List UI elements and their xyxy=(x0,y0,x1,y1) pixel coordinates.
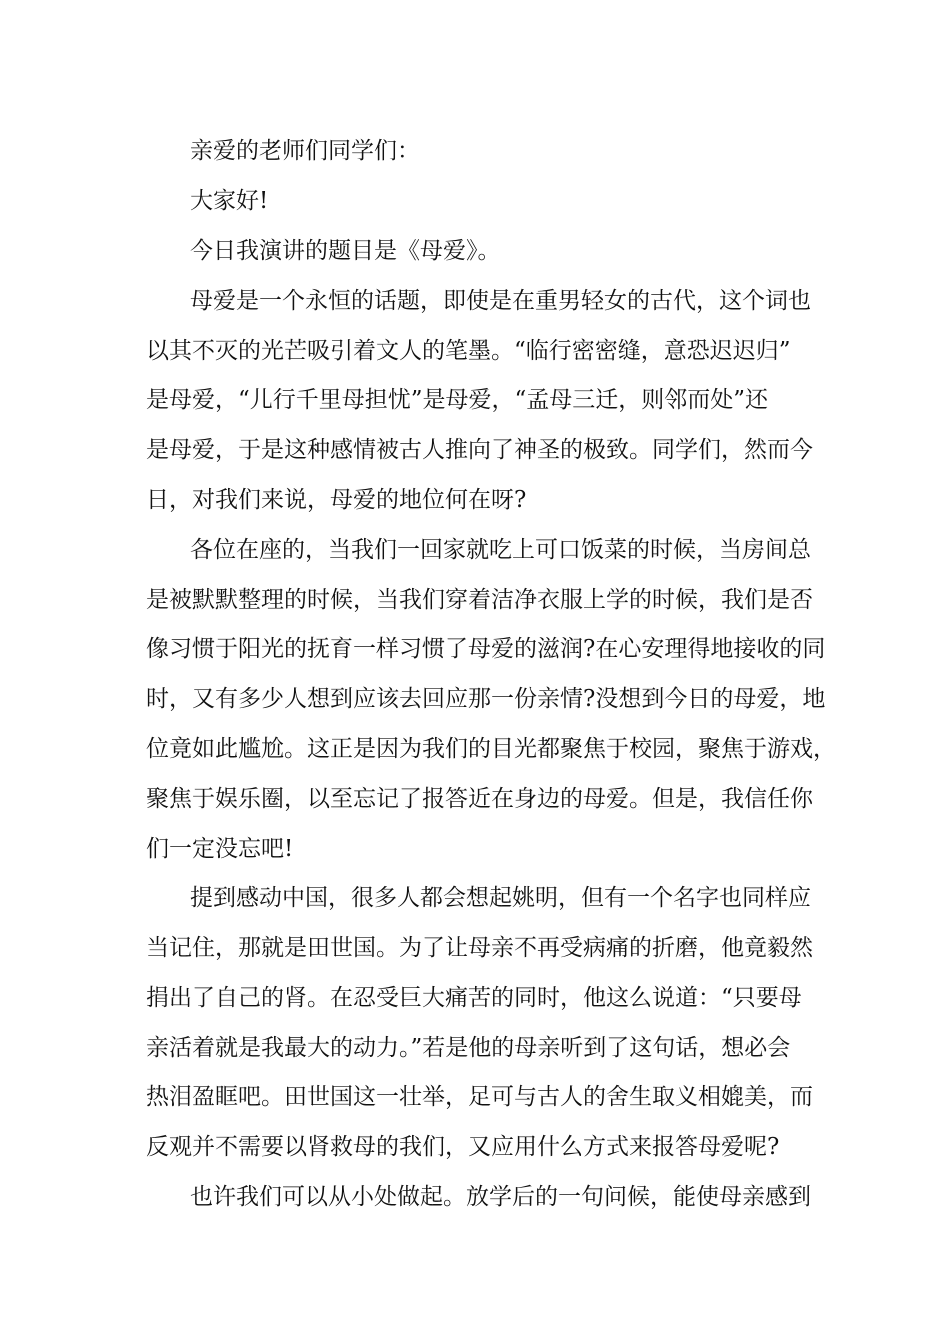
paragraph-2-line: 像习惯于阳光的抚育一样习惯了母爱的滋润?在心安理得地接收的同 xyxy=(146,636,826,662)
paragraph-2-line: 各位在座的，当我们一回家就吃上可口饭菜的时候，当房间总 xyxy=(190,537,811,563)
paragraph-3-line: 亲活着就是我最大的动力。”若是他的母亲听到了这句话，想必会 xyxy=(146,1035,791,1061)
salutation: 亲爱的老师们同学们： xyxy=(190,138,420,164)
paragraph-1-line: 母爱是一个永恒的话题，即使是在重男轻女的古代，这个词也 xyxy=(190,288,811,314)
paragraph-3-line: 反观并不需要以肾救母的我们，又应用什么方式来报答母爱呢? xyxy=(146,1134,780,1160)
paragraph-3-line: 捐出了自己的肾。在忍受巨大痛苦的同时，他这么说道：“只要母 xyxy=(146,985,802,1011)
paragraph-1-line: 是母爱，“儿行千里母担忧”是母爱，“孟母三迁，则邻而处”还 xyxy=(146,387,769,413)
paragraph-2-line: 时，又有多少人想到应该去回应那一份亲情?没想到今日的母爱，地 xyxy=(146,686,826,712)
speech-title-line: 今日我演讲的题目是《母爱》。 xyxy=(190,238,501,264)
paragraph-1-line: 日，对我们来说，母爱的地位何在呀? xyxy=(146,487,527,513)
paragraph-2-line: 们一定没忘吧! xyxy=(146,836,294,862)
paragraph-3-line: 提到感动中国，很多人都会想起姚明，但有一个名字也同样应 xyxy=(190,885,811,911)
paragraph-3-line: 热泪盈眶吧。田世国这一壮举，足可与古人的舍生取义相媲美，而 xyxy=(146,1084,813,1110)
paragraph-4-line: 也许我们可以从小处做起。放学后的一句问候，能使母亲感到 xyxy=(190,1184,811,1210)
paragraph-2-line: 是被默默整理的时候，当我们穿着洁净衣服上学的时候，我们是否 xyxy=(146,587,813,613)
paragraph-1-line: 是母爱，于是这种感情被古人推向了神圣的极致。同学们，然而今 xyxy=(146,437,813,463)
paragraph-2-line: 聚焦于娱乐圈，以至忘记了报答近在身边的母爱。但是，我信任你 xyxy=(146,786,813,812)
greeting: 大家好! xyxy=(190,188,269,214)
paragraph-3-line: 当记住，那就是田世国。为了让母亲不再受病痛的折磨，他竟毅然 xyxy=(146,935,813,961)
paragraph-1-line: 以其不灭的光芒吸引着文人的笔墨。“临行密密缝，意恐迟迟归” xyxy=(146,338,791,364)
paragraph-2-line: 位竟如此尴尬。这正是因为我们的目光都聚焦于校园，聚焦于游戏， xyxy=(146,736,836,762)
